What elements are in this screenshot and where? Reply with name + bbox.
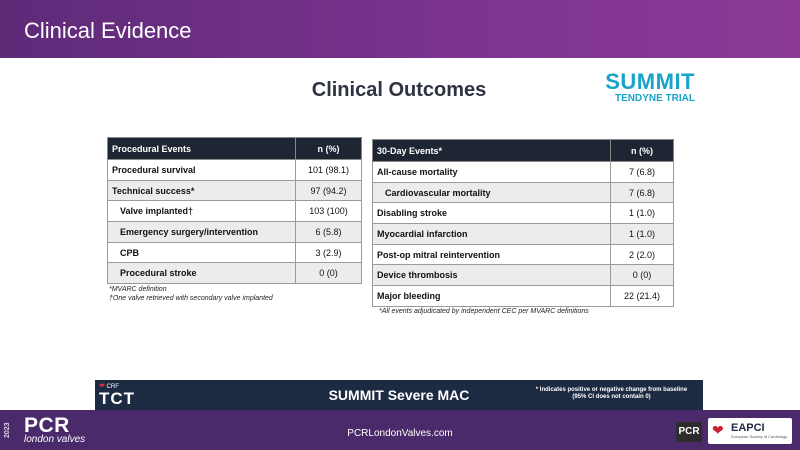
note-line: *MVARC definition (109, 286, 167, 293)
row-label: Disabling stroke (373, 203, 611, 224)
slide-title: Clinical Outcomes (311, 79, 487, 101)
thirty-day-note: *All events adjudicated by independent CEC per MVARC definitions (379, 308, 589, 315)
thirty-day-events-table (372, 139, 674, 307)
table-row (108, 263, 362, 284)
row-value: 1 (1.0) (611, 224, 674, 245)
table-row (373, 244, 674, 265)
procedural-notes (109, 286, 273, 304)
row-value: 3 (2.9) (296, 242, 362, 263)
slide-footer (95, 380, 703, 410)
row-value: 22 (21.4) (611, 286, 674, 307)
row-label: Device thrombosis (373, 265, 611, 286)
table-row (373, 265, 674, 286)
footer-note (524, 387, 699, 401)
row-label: Post-op mitral reintervention (373, 244, 611, 265)
row-label: CPB (108, 242, 296, 263)
row-label: Emergency surgery/intervention (108, 222, 296, 243)
heart-icon: ❤ (99, 383, 105, 390)
row-label: Procedural survival (108, 160, 296, 181)
row-value: 7 (6.8) (611, 182, 674, 203)
row-label: Myocardial infarction (373, 224, 611, 245)
table-row (108, 222, 362, 243)
pcr-logo: PCR (676, 422, 702, 442)
eapci-sub: European Society of Cardiology (731, 434, 788, 439)
table-row (373, 182, 674, 203)
row-label: Cardiovascular mortality (373, 182, 611, 203)
row-label: All-cause mortality (373, 162, 611, 183)
row-value: 0 (0) (296, 263, 362, 284)
eapci-logo (708, 418, 792, 444)
summit-logo-sub: TENDYNE TRIAL (615, 93, 695, 104)
note-line: †One valve retrieved with secondary valve implanted (109, 294, 273, 302)
footer-title: SUMMIT Severe MAC (328, 387, 470, 403)
row-value: 101 (98.1) (296, 160, 362, 181)
pcr-brand-sub: london valves (24, 434, 86, 445)
pcr-brand-text: PCR (24, 414, 70, 437)
table-header: n (%) (296, 138, 362, 160)
eapci-name: EAPCI (731, 422, 765, 434)
table-header: 30-Day Events* (373, 140, 611, 162)
row-label: Major bleeding (373, 286, 611, 307)
row-value: 97 (94.2) (296, 180, 362, 201)
table-row (373, 162, 674, 183)
crf-label: CRF (106, 384, 119, 390)
tct-logo: TCT (99, 389, 136, 408)
row-value: 7 (6.8) (611, 162, 674, 183)
table-row (373, 203, 674, 224)
table-header: n (%) (611, 140, 674, 162)
summit-logo (605, 71, 695, 104)
row-value: 2 (2.0) (611, 244, 674, 265)
heart-icon: ❤ (712, 422, 724, 438)
procedural-events-table (107, 137, 362, 284)
bottom-bar (0, 410, 800, 450)
summit-logo-main: SUMMIT (605, 69, 695, 94)
row-label: Technical success* (108, 180, 296, 201)
row-label: Procedural stroke (108, 263, 296, 284)
banner-title: Clinical Evidence (24, 18, 192, 43)
site-url-link[interactable]: PCRLondonValves.com (347, 428, 453, 439)
slide (95, 65, 703, 410)
table-row (108, 160, 362, 181)
table-row (373, 286, 674, 307)
table-row (373, 224, 674, 245)
row-value: 103 (100) (296, 201, 362, 222)
table-header: Procedural Events (108, 138, 296, 160)
table-row (108, 242, 362, 263)
row-value: 0 (0) (611, 265, 674, 286)
row-label: Valve implanted† (108, 201, 296, 222)
table-row (108, 180, 362, 201)
footer-note-line: (95% CI does not contain 0) (572, 394, 651, 401)
year-label: 2023 (4, 422, 11, 438)
table-row (108, 201, 362, 222)
row-value: 1 (1.0) (611, 203, 674, 224)
row-value: 6 (5.8) (296, 222, 362, 243)
top-banner (0, 0, 800, 58)
footer-note-line: * Indicates positive or negative change from baseline (535, 387, 688, 393)
